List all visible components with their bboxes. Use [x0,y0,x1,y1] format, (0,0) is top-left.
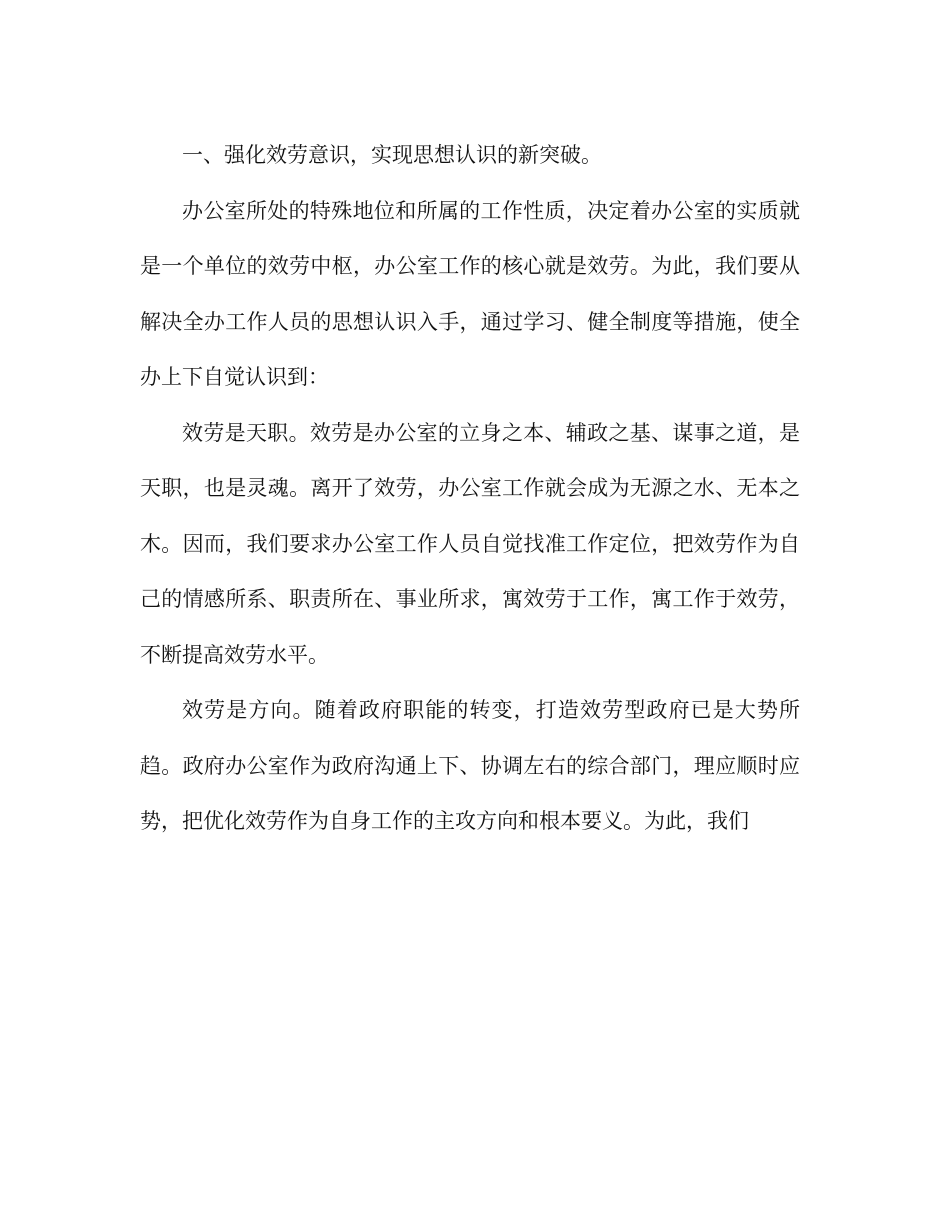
section-heading: 一、强化效劳意识，实现思想认识的新突破。 [182,143,602,167]
paragraph-intro: 办公室所处的特殊地位和所属的工作性质，决定着办公室的实质就是一个单位的效劳中枢，办公室工作的核心就是效劳。为此，我们要从解决全办工作人员的思想认识入手，通过学习、健全制度等措施，使全办上下自觉认识到： [140,198,800,389]
document-body [140,128,800,850]
paragraph-service-duty: 效劳是天职。效劳是办公室的立身之本、辅政之基、谋事之道，是天职，也是灵魂。离开了效劳，办公室工作就会成为无源之水、无本之木。因而，我们要求办公室工作人员自觉找准工作定位，把效劳作为自己的情感所系、职责所在、事业所求，寓效劳于工作，寓工作于效劳，不断提高效劳水平。 [140,420,800,667]
paragraph-service-direction: 效劳是方向。随着政府职能的转变，打造效劳型政府已是大势所趋。政府办公室作为政府沟通上下、协调左右的综合部门，理应顺时应势，把优化效劳作为自身工作的主攻方向和根本要义。为此，我们 [140,698,800,833]
